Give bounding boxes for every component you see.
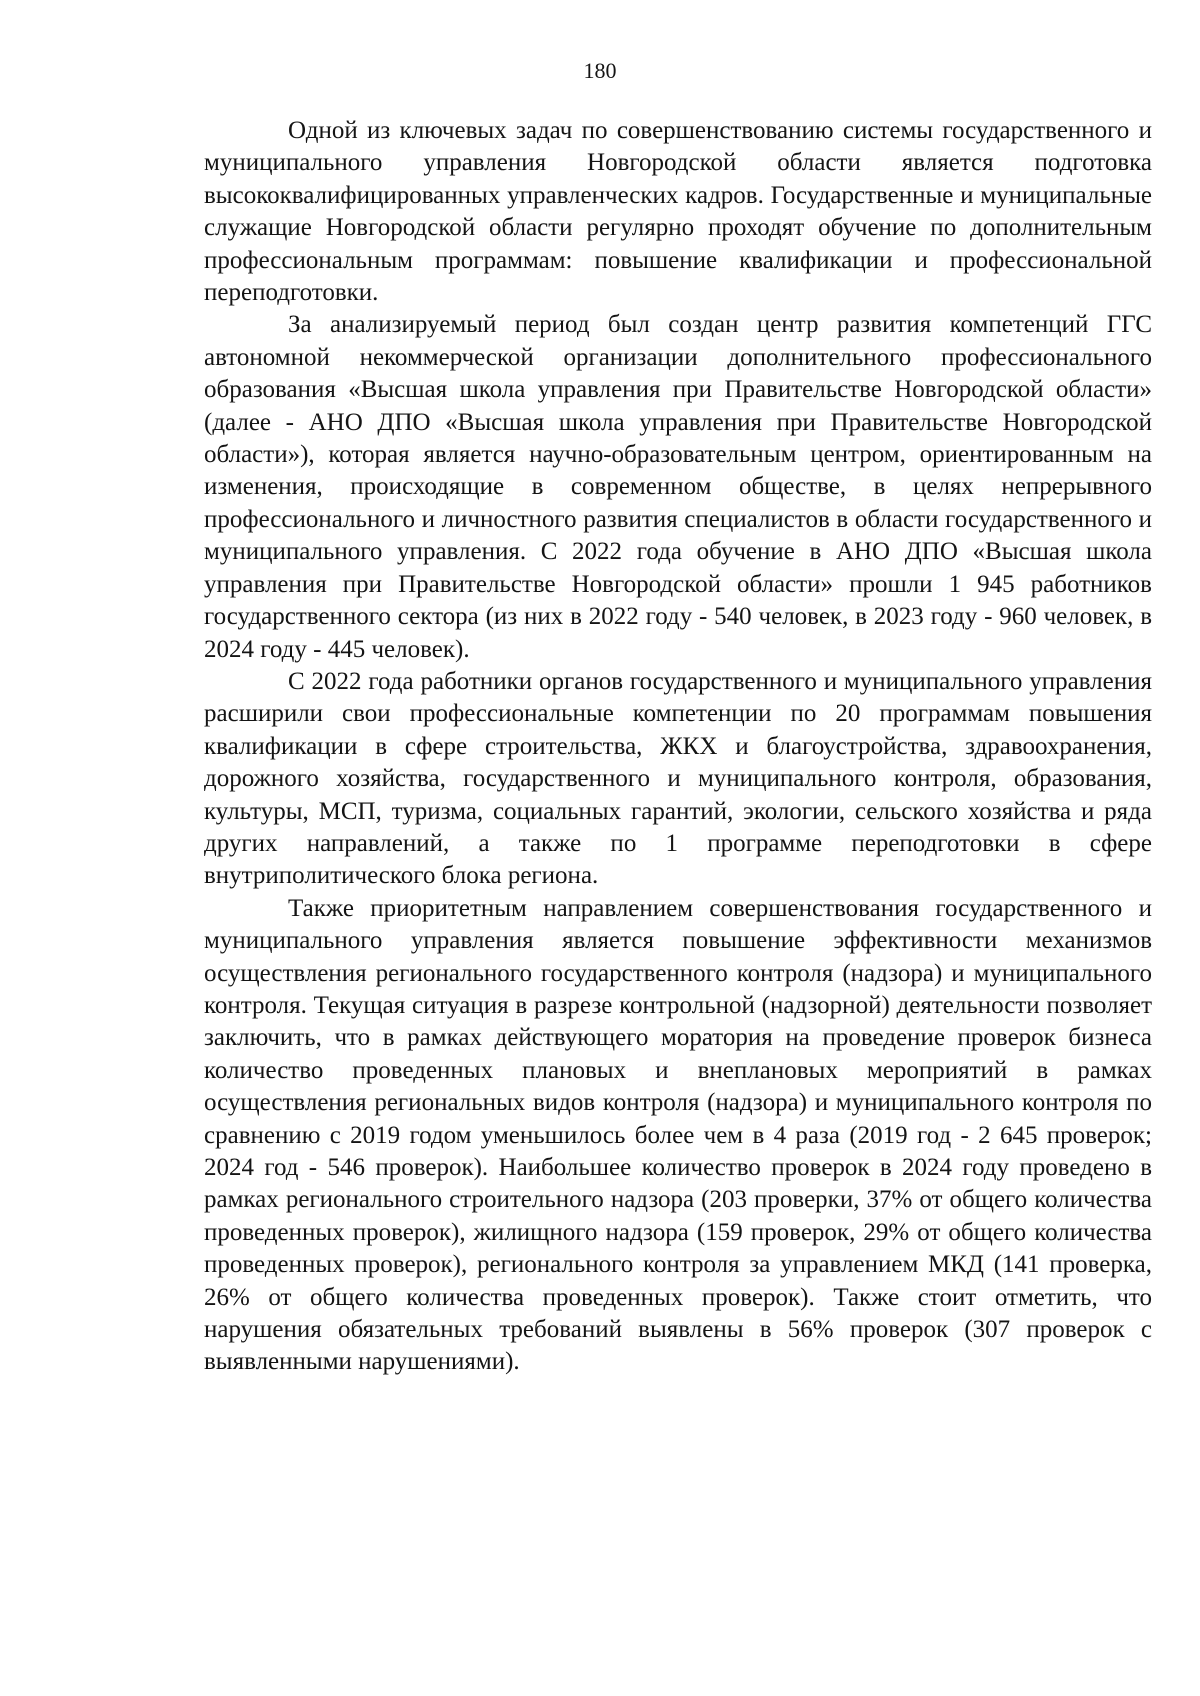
paragraph-training-programs: С 2022 года работники органов государственного и муниципального управления расширили свои профессиональные компетенции по 20 программам повышения квалификации в сфере строительства, ЖКХ и благоустройства, здравоохранения, дорожного хозяйства, государственного и муниципального контроля, образования, культуры, МСП, туризма, социальных гарантий, экологии, сельского хозяйства и ряда других направлений, а также по 1 программе переподготовки в сфере внутриполитического блока региона. (204, 667, 1152, 890)
paragraph-staff-training: Одной из ключевых задач по совершенствованию системы государственного и муниципального управления Новгородской области является подготовка высококвалифицированных управленческих кадров. Государственные и муниципальные служащие Новгородской области регулярно проходят обучение по дополнительным профессиональным программам: повышение квалификации и профессиональной переподготовки. (204, 117, 1152, 307)
document-body (204, 115, 1152, 1379)
paragraph-control-supervision: Также приоритетным направлением совершенствования государственного и муниципального управления является повышение эффективности механизмов осуществления регионального государственного контроля (надзора) и муниципального контроля. Текущая ситуация в разрезе контрольной (надзорной) деятельности позволяет заключить, что в рамках действующего моратория на проведение проверок бизнеса количество проведенных плановых и внеплановых мероприятий в рамках осуществления региональных видов контроля (надзора) и муниципального контроля по сравнению с 2019 годом уменьшилось более чем в 4 раза (2019 год - 2 645 проверок; 2024 год - 546 проверок). Наибольшее количество проверок в 2024 году проведено в рамках регионального строительного надзора (203 проверки, 37% от общего количества проведенных проверок), жилищного надзора (159 проверок, 29% от общего количества проведенных проверок), регионального контроля за управлением МКД (141 проверка, 26% от общего количества проведенных проверок). Также стоит отметить, что нарушения обязательных требований выявлены в 56% проверок (307 проверок с выявленными нарушениями). (204, 894, 1152, 1376)
paragraph-competence-center: За анализируемый период был создан центр развития компетенций ГГС автономной некоммерческой организации дополнительного профессионального образования «Высшая школа управления при Правительстве Новгородской области» (далее - АНО ДПО «Высшая школа управления при Правительстве Новгородской области»), которая является научно-образовательным центром, ориентированным на изменения, происходящие в современном обществе, в целях непрерывного профессионального и личностного развития специалистов в области государственного и муниципального управления. С 2022 года обучение в АНО ДПО «Высшая школа управления при Правительстве Новгородской области» прошли 1 945 работников государственного сектора (из них в 2022 году - 540 человек, в 2023 году - 960 человек, в 2024 году - 445 человек). (204, 311, 1152, 663)
page-number: 180 (583, 58, 617, 83)
